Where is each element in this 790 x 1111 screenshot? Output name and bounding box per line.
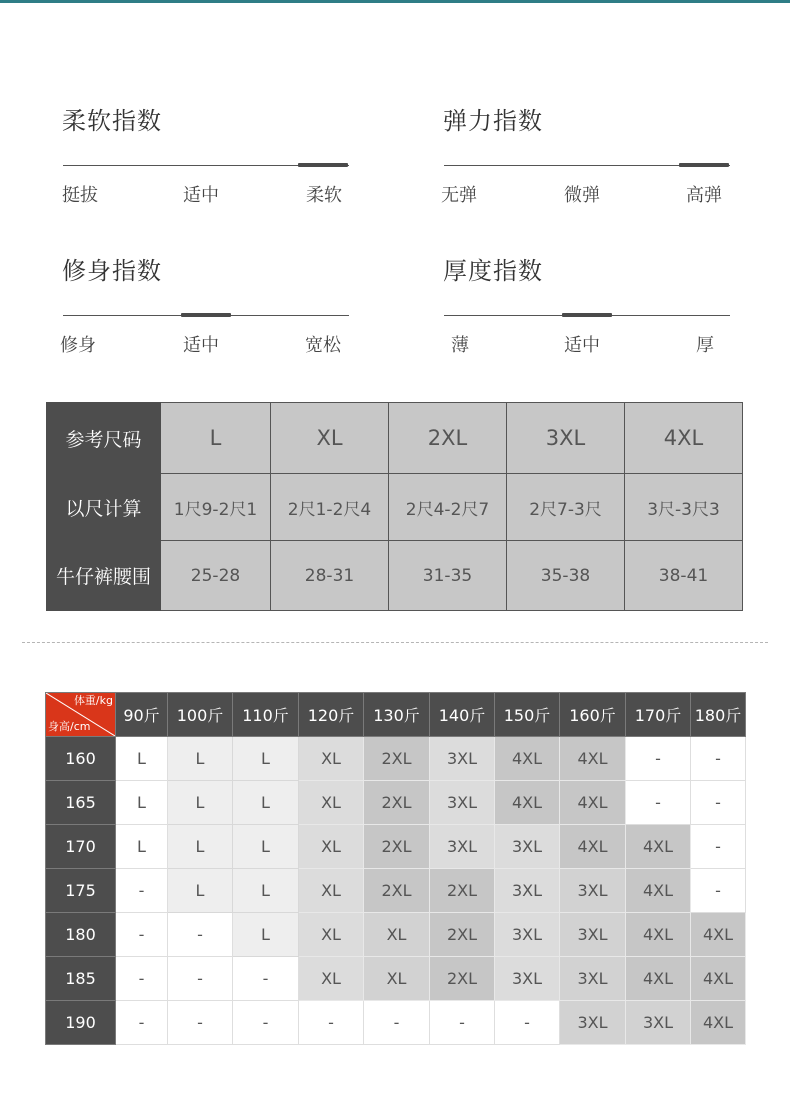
index-level-marker	[679, 163, 729, 167]
matrix-corner-cell	[46, 693, 116, 737]
height-header-cell: 170	[46, 825, 116, 869]
index-label-low: 修身	[60, 335, 96, 356]
matrix-size-cell: L	[233, 913, 299, 957]
size-row-label: 以尺计算	[47, 474, 161, 541]
matrix-size-cell: -	[233, 1001, 299, 1045]
size-cell: 2尺7-3尺	[507, 474, 625, 541]
index-label-low: 薄	[451, 335, 469, 356]
matrix-size-cell: 3XL	[626, 1001, 691, 1045]
matrix-size-cell: 2XL	[430, 913, 495, 957]
top-accent-bar	[0, 0, 790, 3]
matrix-size-cell: 4XL	[560, 825, 626, 869]
weight-header-cell: 110斤	[233, 693, 299, 737]
matrix-size-cell: -	[168, 957, 233, 1001]
index-label-mid: 适中	[564, 335, 600, 356]
matrix-size-cell: L	[168, 737, 233, 781]
matrix-size-cell: 3XL	[495, 957, 560, 1001]
matrix-size-cell: 3XL	[495, 825, 560, 869]
size-header-label: 参考尺码	[47, 403, 161, 474]
index-title: 修身指数	[62, 257, 162, 285]
size-row-chi	[47, 474, 743, 541]
matrix-size-cell: 3XL	[560, 869, 626, 913]
height-header-cell: 160	[46, 737, 116, 781]
matrix-size-cell: 4XL	[495, 781, 560, 825]
index-label-mid: 适中	[183, 335, 219, 356]
matrix-size-cell: -	[116, 957, 168, 1001]
matrix-row	[46, 1001, 746, 1045]
size-cell: 35-38	[507, 541, 625, 611]
size-cell: 3尺-3尺3	[625, 474, 743, 541]
matrix-size-cell: XL	[364, 957, 430, 1001]
matrix-size-cell: 3XL	[430, 781, 495, 825]
weight-header-cell: 100斤	[168, 693, 233, 737]
section-divider	[22, 642, 768, 643]
matrix-size-cell: 4XL	[691, 913, 746, 957]
matrix-size-cell: 4XL	[626, 913, 691, 957]
size-cell: 1尺9-2尺1	[161, 474, 271, 541]
matrix-size-cell: L	[168, 781, 233, 825]
matrix-size-cell: -	[691, 869, 746, 913]
matrix-size-cell: L	[168, 869, 233, 913]
size-cell: 31-35	[389, 541, 507, 611]
corner-height-label: 身高/cm	[48, 720, 91, 733]
matrix-size-cell: L	[168, 825, 233, 869]
matrix-size-cell: 3XL	[495, 913, 560, 957]
size-reference-table	[46, 402, 743, 611]
matrix-size-cell: L	[233, 781, 299, 825]
matrix-size-cell: -	[691, 781, 746, 825]
matrix-row	[46, 913, 746, 957]
weight-header-cell: 150斤	[495, 693, 560, 737]
elasticity-index	[443, 106, 733, 216]
matrix-size-cell: L	[116, 737, 168, 781]
matrix-size-cell: 4XL	[691, 1001, 746, 1045]
index-level-marker	[562, 313, 612, 317]
matrix-size-cell: 2XL	[430, 869, 495, 913]
matrix-size-cell: 4XL	[691, 957, 746, 1001]
weight-header-cell: 90斤	[116, 693, 168, 737]
matrix-size-cell: XL	[299, 869, 364, 913]
matrix-size-cell: 4XL	[560, 781, 626, 825]
matrix-size-cell: 2XL	[364, 869, 430, 913]
index-label-high: 柔软	[306, 185, 342, 206]
fit-index	[62, 256, 352, 366]
matrix-size-cell: XL	[364, 913, 430, 957]
matrix-size-cell: 4XL	[626, 825, 691, 869]
size-header-row	[47, 403, 743, 474]
matrix-row	[46, 737, 746, 781]
index-title: 柔软指数	[62, 107, 162, 135]
matrix-size-cell: 2XL	[364, 737, 430, 781]
matrix-size-cell: -	[116, 913, 168, 957]
matrix-size-cell: L	[116, 781, 168, 825]
matrix-size-cell: -	[299, 1001, 364, 1045]
matrix-size-cell: 3XL	[430, 825, 495, 869]
size-header-cell: 2XL	[389, 403, 507, 474]
matrix-size-cell: XL	[299, 913, 364, 957]
size-cell: 25-28	[161, 541, 271, 611]
size-row-waist	[47, 541, 743, 611]
matrix-size-cell: L	[233, 869, 299, 913]
index-label-mid: 微弹	[564, 185, 600, 206]
matrix-row	[46, 825, 746, 869]
weight-header-cell: 120斤	[299, 693, 364, 737]
thickness-index	[443, 256, 733, 366]
size-row-label: 牛仔裤腰围	[47, 541, 161, 611]
size-header-cell: 4XL	[625, 403, 743, 474]
size-cell: 38-41	[625, 541, 743, 611]
matrix-size-cell: L	[116, 825, 168, 869]
weight-header-cell: 140斤	[430, 693, 495, 737]
height-header-cell: 165	[46, 781, 116, 825]
matrix-size-cell: 4XL	[560, 737, 626, 781]
weight-header-cell: 160斤	[560, 693, 626, 737]
index-title: 弹力指数	[443, 107, 543, 135]
weight-header-cell: 130斤	[364, 693, 430, 737]
index-label-low: 挺拔	[62, 185, 98, 206]
height-header-cell: 190	[46, 1001, 116, 1045]
index-label-low: 无弹	[441, 185, 477, 206]
matrix-size-cell: 3XL	[560, 913, 626, 957]
matrix-size-cell: 3XL	[560, 957, 626, 1001]
matrix-size-cell: L	[233, 737, 299, 781]
size-matrix-table	[45, 692, 746, 1045]
matrix-size-cell: XL	[299, 737, 364, 781]
index-level-marker	[181, 313, 231, 317]
matrix-size-cell: -	[168, 1001, 233, 1045]
index-label-high: 厚	[696, 335, 714, 356]
height-header-cell: 185	[46, 957, 116, 1001]
matrix-size-cell: 2XL	[364, 781, 430, 825]
matrix-size-cell: XL	[299, 957, 364, 1001]
matrix-size-cell: L	[233, 825, 299, 869]
matrix-size-cell: -	[626, 737, 691, 781]
height-header-cell: 180	[46, 913, 116, 957]
matrix-size-cell: -	[364, 1001, 430, 1045]
size-header-cell: XL	[271, 403, 389, 474]
matrix-size-cell: -	[116, 869, 168, 913]
weight-header-cell: 170斤	[626, 693, 691, 737]
matrix-size-cell: -	[168, 913, 233, 957]
weight-header-cell: 180斤	[691, 693, 746, 737]
matrix-size-cell: 3XL	[495, 869, 560, 913]
matrix-size-cell: 4XL	[626, 957, 691, 1001]
matrix-size-cell: 4XL	[626, 869, 691, 913]
matrix-size-cell: -	[691, 737, 746, 781]
matrix-size-cell: 2XL	[364, 825, 430, 869]
matrix-size-cell: 3XL	[560, 1001, 626, 1045]
size-header-cell: L	[161, 403, 271, 474]
matrix-size-cell: -	[233, 957, 299, 1001]
matrix-size-cell: -	[495, 1001, 560, 1045]
matrix-size-cell: XL	[299, 825, 364, 869]
size-cell: 2尺4-2尺7	[389, 474, 507, 541]
matrix-row	[46, 781, 746, 825]
matrix-size-cell: -	[430, 1001, 495, 1045]
height-header-cell: 175	[46, 869, 116, 913]
size-cell: 2尺1-2尺4	[271, 474, 389, 541]
corner-weight-label: 体重/kg	[73, 694, 113, 707]
matrix-size-cell: 3XL	[430, 737, 495, 781]
matrix-row	[46, 869, 746, 913]
index-label-high: 宽松	[305, 335, 341, 356]
matrix-row	[46, 957, 746, 1001]
index-level-marker	[298, 163, 348, 167]
index-title: 厚度指数	[443, 257, 543, 285]
matrix-size-cell: -	[116, 1001, 168, 1045]
matrix-size-cell: -	[691, 825, 746, 869]
matrix-size-cell: 2XL	[430, 957, 495, 1001]
size-cell: 28-31	[271, 541, 389, 611]
matrix-size-cell: XL	[299, 781, 364, 825]
matrix-size-cell: -	[626, 781, 691, 825]
size-header-cell: 3XL	[507, 403, 625, 474]
index-label-high: 高弹	[686, 185, 722, 206]
index-label-mid: 适中	[183, 185, 219, 206]
matrix-size-cell: 4XL	[495, 737, 560, 781]
matrix-header-row	[46, 693, 746, 737]
softness-index	[62, 106, 352, 216]
